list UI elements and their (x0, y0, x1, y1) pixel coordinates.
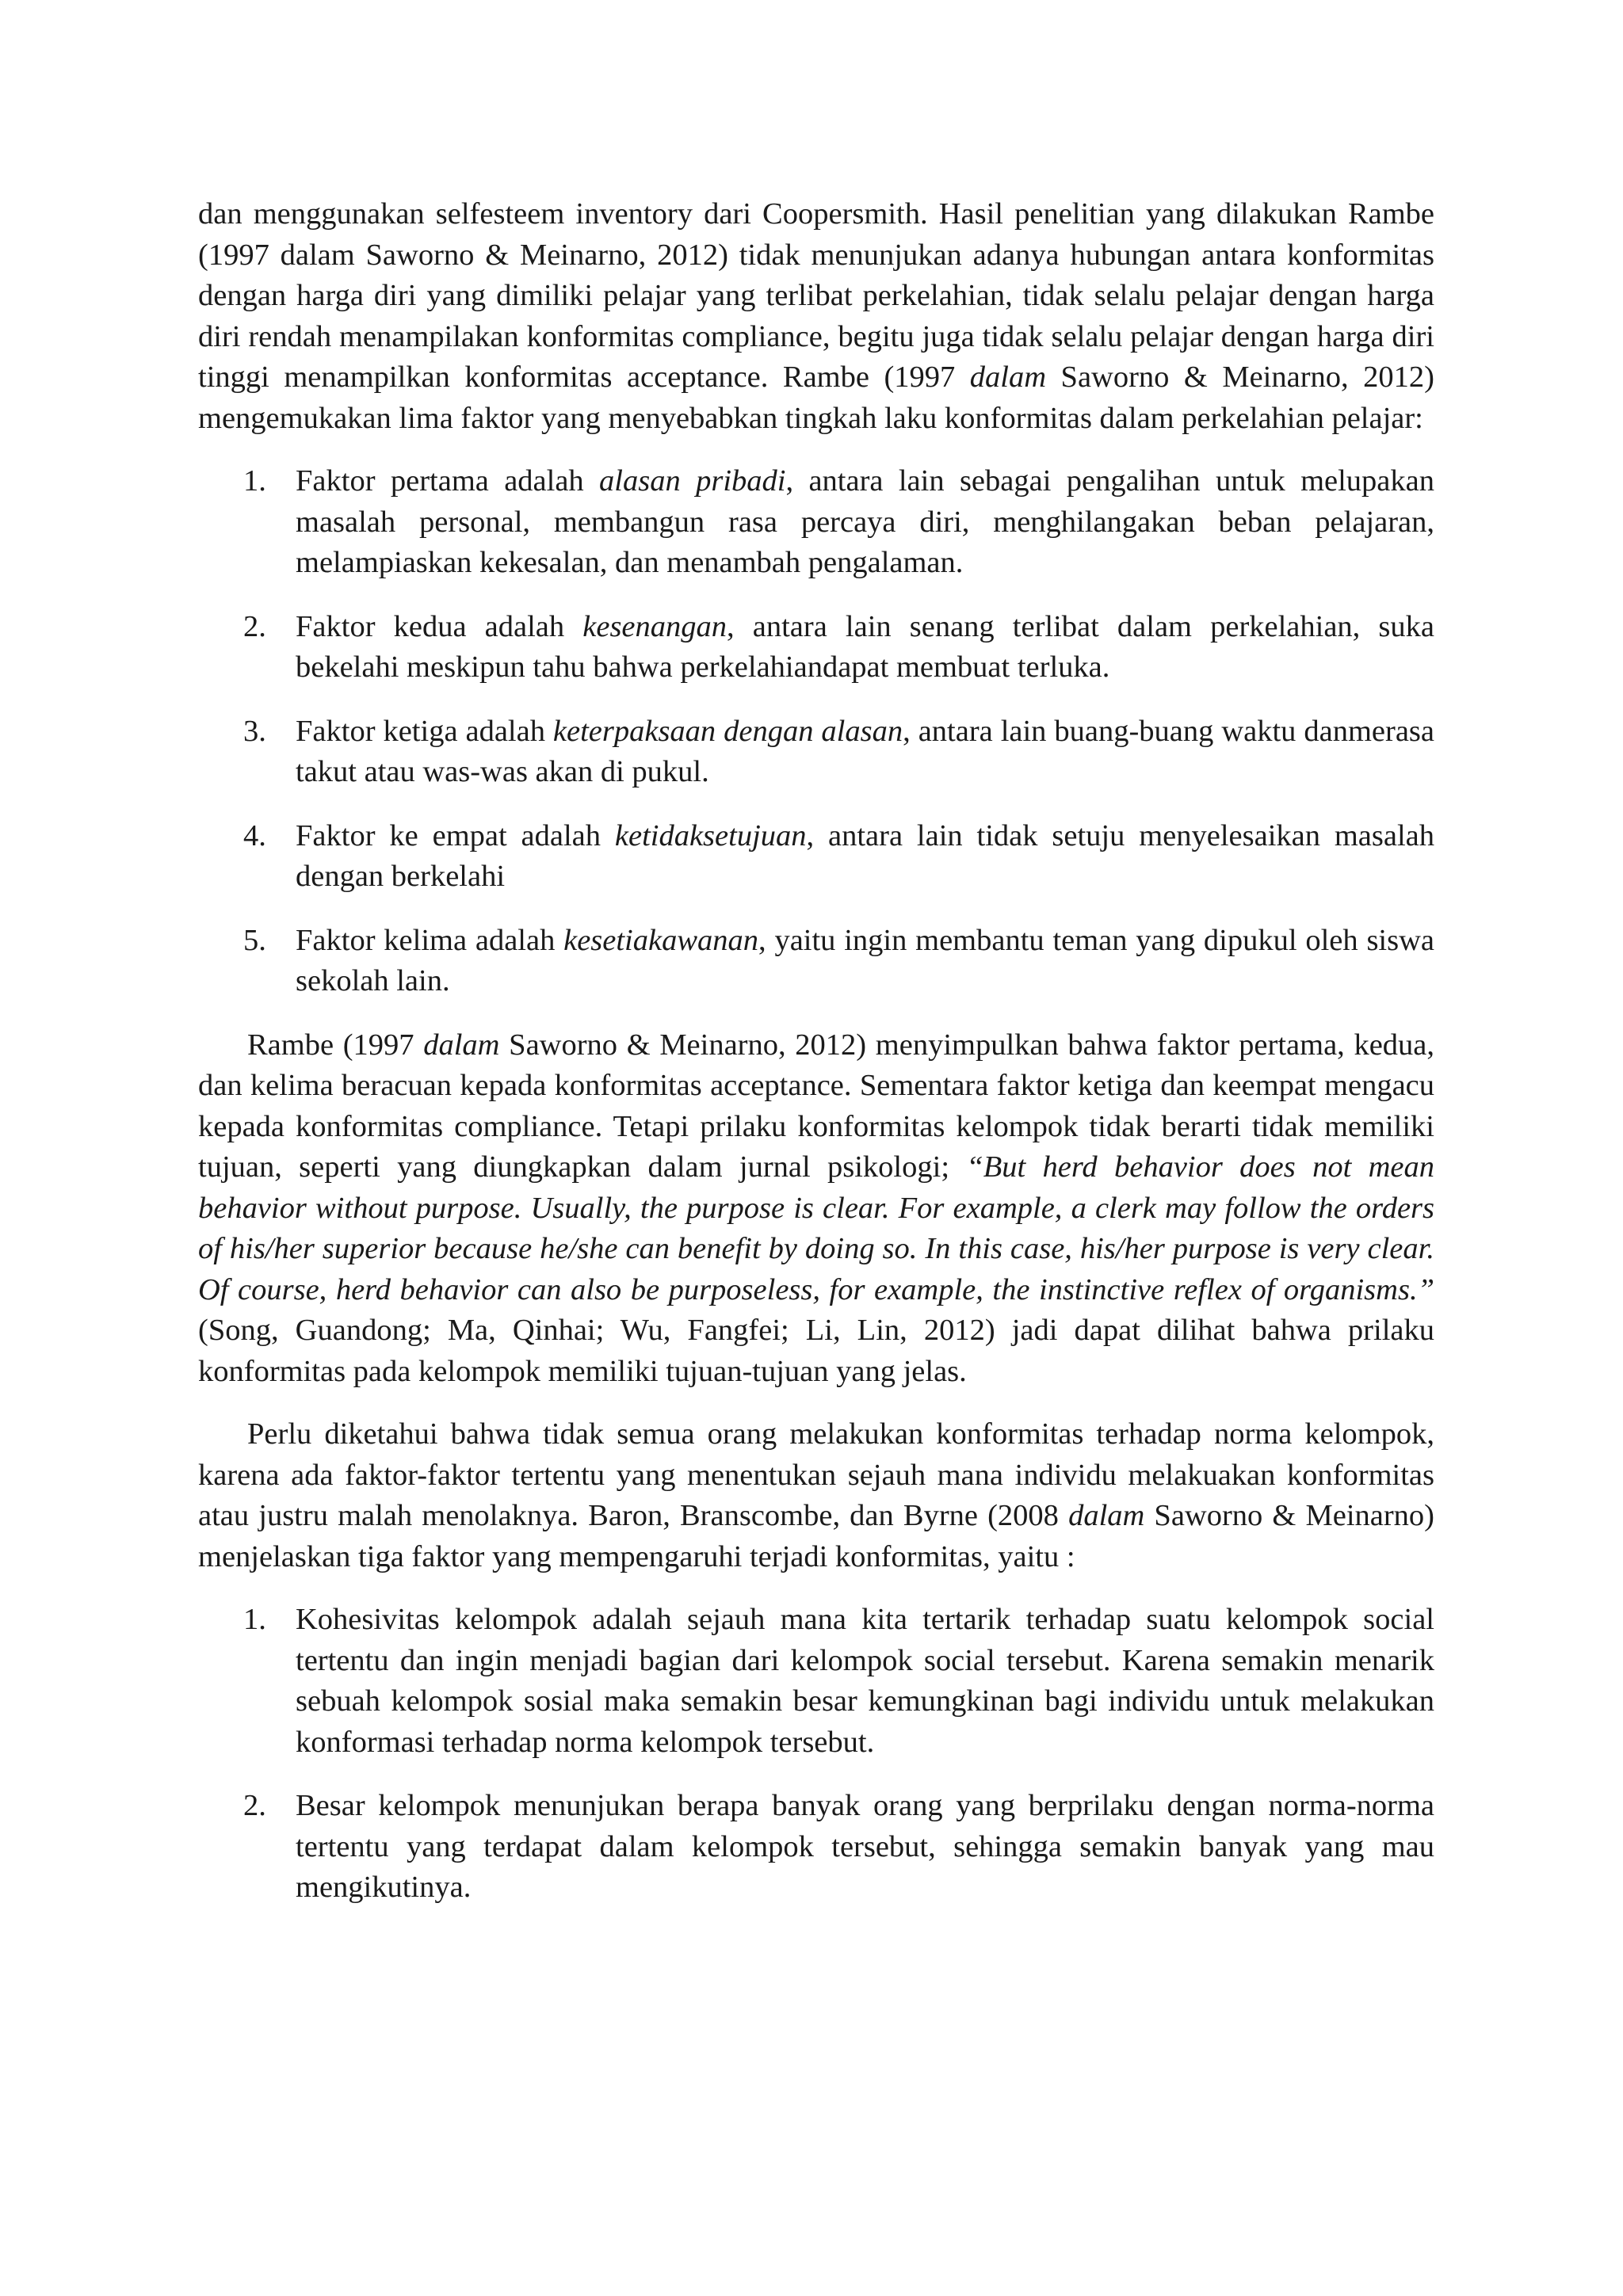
paragraph-1: dan menggunakan selfesteem inventory dari Coopersmith. Hasil penelitian yang dilakukan Rambe (1997 dalam Saworno & Meinarno, 2012) tidak menunjukan adanya hubungan antara konformitas dengan harga diri yang dimiliki pelajar yang terlibat perkelahian, tidak selalu pelajar dengan harga diri rendah menampilakan konformitas compliance, begitu juga tidak selalu pelajar dengan harga diri tinggi menampilkan konformitas acceptance. Rambe (1997 dalam Saworno & Meinarno, 2012) mengemukakan lima faktor yang menyebabkan tingkah laku konformitas dalam perkelahian pelajar: (198, 197, 1434, 435)
paragraph-3: Perlu diketahui bahwa tidak semua orang melakukan konformitas terhadap norma kelompok, karena ada faktor-faktor tertentu yang menentukan sejauh mana individu melakuakan konformitas atau justru malah menolaknya. Baron, Branscombe, dan Byrne (2008 dalam Saworno & Meinarno) menjelaskan tiga faktor yang mempengaruhi terjadi konformitas, yaitu : (198, 1417, 1434, 1573)
list-item: 5. Faktor kelima adalah kesetiakawanan, yaitu ingin membantu teman yang dipukul oleh siswa sekolah lain. (243, 923, 1434, 997)
list-item: 2. Besar kelompok menunjukan berapa banyak orang yang berprilaku dengan norma-norma tertentu yang terdapat dalam kelompok tersebut, sehingga semakin banyak yang mau mengikutinya. (243, 1789, 1434, 1904)
list-item: 3. Faktor ketiga adalah keterpaksaan dengan alasan, antara lain buang-buang waktu danmerasa takut atau was-was akan di pukul. (243, 714, 1434, 788)
list-item: 1. Kohesivitas kelompok adalah sejauh mana kita tertarik terhadap suatu kelompok social tertentu dan ingin menjadi bagian dari kelompok social tersebut. Karena semakin menarik sebuah kelompok sosial maka semakin besar kemungkinan bagi individu untuk melakukan konformasi terhadap norma kelompok tersebut. (243, 1603, 1434, 1759)
paragraph-2: Rambe (1997 dalam Saworno & Meinarno, 2012) menyimpulkan bahwa faktor pertama, kedua, dan kelima beracuan kepada konformitas acceptance. Sementara faktor ketiga dan keempat mengacu kepada konformitas compliance. Tetapi prilaku konformitas kelompok tidak berarti tidak memiliki tujuan, seperti yang diungkapkan dalam jurnal psikologi; “But herd behavior does not mean behavior without purpose. Usually, the purpose is clear. For example, a clerk may follow the orders of his/her superior because he/she can benefit by doing so. In this case, his/her purpose is very clear. Of course, herd behavior can also be purposeless, for example, the instinctive reflex of organisms.” (Song, Guandong; Ma, Qinhai; Wu, Fangfei; Li, Lin, 2012) jadi dapat dilihat bahwa prilaku konformitas pada kelompok memiliki tujuan-tujuan yang jelas. (198, 1028, 1435, 1388)
list-item: 2. Faktor kedua adalah kesenangan, antara lain senang terlibat dalam perkelahian, suka bekelahi meskipun tahu bahwa perkelahiandapat membuat terluka. (243, 609, 1434, 684)
list-item: 4. Faktor ke empat adalah ketidaksetujuan, antara lain tidak setuju menyelesaikan masalah dengan berkelahi (243, 818, 1434, 893)
list-item: 1. Faktor pertama adalah alasan pribadi, antara lain sebagai pengalihan untuk melupakan masalah personal, membangun rasa percaya diri, menghilangakan beban pelajaran, melampiaskan kekesalan, dan menambah pengalaman. (243, 464, 1434, 579)
document-page (198, 194, 1434, 1932)
factor-list-2 (198, 1600, 1434, 1909)
factor-list-1 (198, 461, 1434, 1002)
